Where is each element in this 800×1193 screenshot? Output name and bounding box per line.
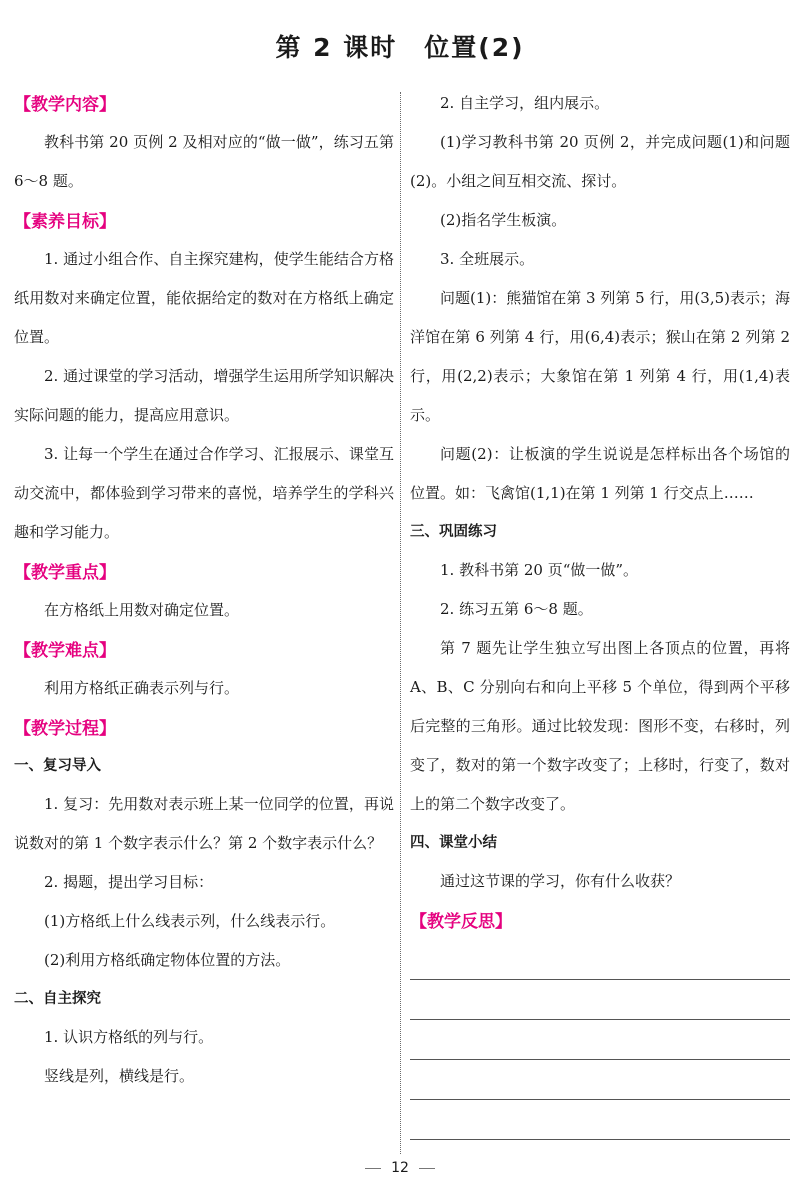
key-points-tag: 【教学重点】 xyxy=(14,563,116,583)
review-paragraph: 1. 复习：先用数对表示班上某一位同学的位置，再说说数对的第 1 个数字表示什么？第 2 个数字表示什么？ xyxy=(14,795,394,852)
page-number: 12 xyxy=(391,1160,409,1176)
left-column xyxy=(14,84,394,1096)
reflection-write-line xyxy=(410,1100,790,1140)
review-paragraph: (2)利用方格纸确定物体位置的方法。 xyxy=(44,951,291,969)
explore-paragraph: (1)学习教科书第 20 页例 2，并完成问题(1)和问题(2)。小组之间互相交流、探讨。 xyxy=(410,133,790,190)
reflection-write-line xyxy=(410,940,790,980)
section-heading-review: 一、复习导入 xyxy=(14,758,101,774)
practice-paragraph: 1. 教科书第 20 页“做一做”。 xyxy=(440,561,639,579)
difficulty-tag: 【教学难点】 xyxy=(14,641,116,661)
difficulty-text: 利用方格纸正确表示列与行。 xyxy=(44,679,240,697)
right-column xyxy=(410,84,790,1140)
explore-paragraph: 1. 认识方格纸的列与行。 xyxy=(44,1028,214,1046)
explore-paragraph: (2)指名学生板演。 xyxy=(440,211,567,229)
goal-paragraph: 2. 通过课堂的学习活动，增强学生运用所学知识解决实际问题的能力，提高应用意识。 xyxy=(14,367,394,424)
practice-paragraph: 2. 练习五第 6～8 题。 xyxy=(440,600,593,618)
column-divider xyxy=(400,92,401,1154)
goal-paragraph: 3. 让每一个学生在通过合作学习、汇报展示、课堂互动交流中，都体验到学习带来的喜悦，培养学生的学科兴趣和学习能力。 xyxy=(14,445,394,541)
section-heading-practice: 三、巩固练习 xyxy=(410,524,497,540)
practice-paragraph: 第 7 题先让学生独立写出图上各顶点的位置，再将 A、B、C 分别向右和向上平移 5 个单位，得到两个平移后完整的三角形。通过比较发现：图形不变，右移时，列变了，数对的第一个数字改变了；上移时，行变了，数对上的第二个数字改变了。 xyxy=(410,639,790,813)
section-heading-summary: 四、课堂小结 xyxy=(410,835,497,851)
teaching-process-tag: 【教学过程】 xyxy=(14,719,116,739)
page-footer xyxy=(0,1160,800,1176)
footer-dash xyxy=(419,1168,435,1169)
teaching-content-tag: 【教学内容】 xyxy=(14,95,116,115)
literacy-goals-tag: 【素养目标】 xyxy=(14,212,116,232)
explore-paragraph: 问题(2)：让板演的学生说说是怎样标出各个场馆的位置。如：飞禽馆(1,1)在第 1 列第 1 行交点上…… xyxy=(410,445,790,502)
page-title: 第 2 课时 位置(2) xyxy=(275,33,525,62)
explore-paragraph: 2. 自主学习，组内展示。 xyxy=(440,94,610,112)
reflection-write-line xyxy=(410,1020,790,1060)
key-points-text: 在方格纸上用数对确定位置。 xyxy=(44,601,240,619)
footer-dash xyxy=(365,1168,381,1169)
reflection-write-line xyxy=(410,1060,790,1100)
review-paragraph: (1)方格纸上什么线表示列，什么线表示行。 xyxy=(44,912,336,930)
explore-paragraph: 问题(1)：熊猫馆在第 3 列第 5 行，用(3,5)表示；海洋馆在第 6 列第 4 行，用(6,4)表示；猴山在第 2 列第 2 行，用(2,2)表示；大象馆在第 1 列第 4 行，用(1,4)表示。 xyxy=(410,289,790,424)
explore-paragraph: 3. 全班展示。 xyxy=(440,250,535,268)
summary-text: 通过这节课的学习，你有什么收获？ xyxy=(440,872,681,890)
explore-paragraph: 竖线是列，横线是行。 xyxy=(44,1067,195,1085)
review-paragraph: 2. 揭题，提出学习目标： xyxy=(44,873,214,891)
teaching-content-text: 教科书第 20 页例 2 及相对应的“做一做”，练习五第 6～8 题。 xyxy=(14,133,394,190)
reflection-write-line xyxy=(410,980,790,1020)
section-heading-explore: 二、自主探究 xyxy=(14,991,101,1007)
goal-paragraph: 1. 通过小组合作、自主探究建构，使学生能结合方格纸用数对来确定位置，能依据给定的数对在方格纸上确定位置。 xyxy=(14,250,394,346)
reflection-tag: 【教学反思】 xyxy=(410,912,512,932)
